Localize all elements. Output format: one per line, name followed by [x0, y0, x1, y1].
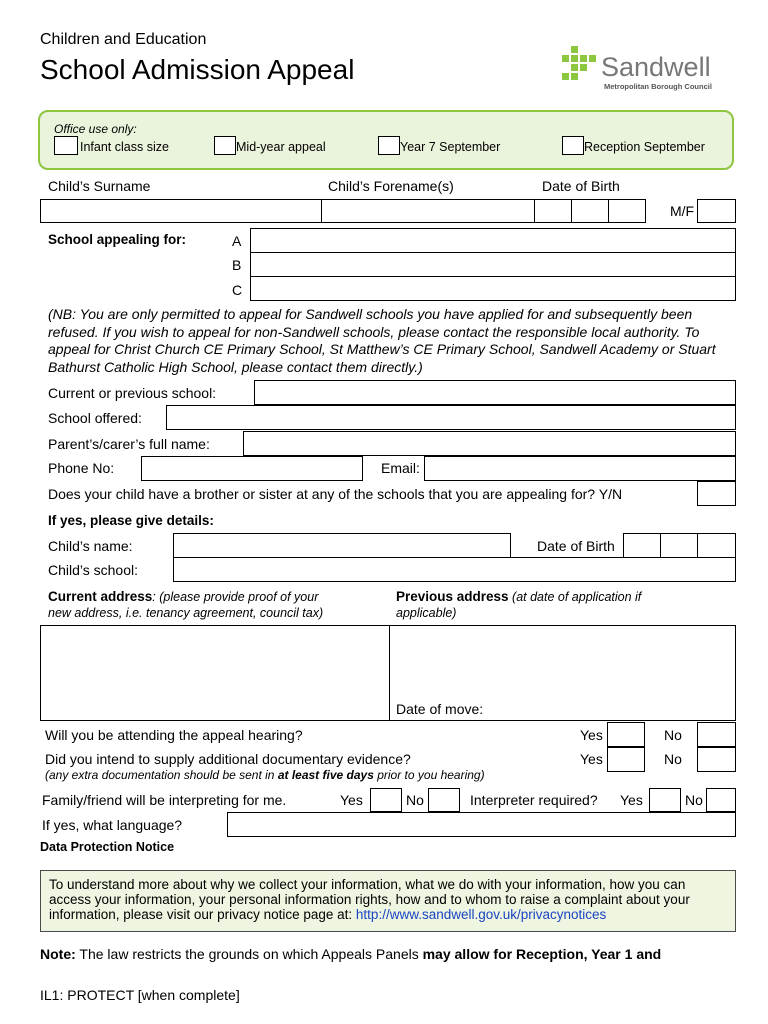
interpreter-yes-label: Yes: [620, 792, 643, 808]
infant-class-checkbox[interactable]: [54, 136, 78, 155]
school-c-input[interactable]: [250, 276, 736, 301]
note-bold-text: may allow for Reception, Year 1 and: [422, 946, 662, 962]
sibling-name-label: Child’s name:: [48, 538, 133, 554]
department-label: Children and Education: [40, 31, 207, 48]
current-address-note: : (please provide proof of your: [152, 590, 319, 604]
attending-no-box[interactable]: [697, 722, 736, 747]
reception-label: Reception September: [584, 140, 705, 154]
evidence-note-b: at least five days: [277, 768, 374, 782]
sibling-dob-label: Date of Birth: [537, 538, 615, 554]
reception-checkbox[interactable]: [562, 136, 584, 155]
data-protection-text: To understand more about why we collect your information, what we do with your information, how you can access your information, your personal information rights, how and to whom to raise a complaint about your information, please visit our privacy notice page at:: [49, 877, 690, 922]
office-use-label: Office use only:: [54, 122, 137, 136]
current-address-label: Current address: [48, 589, 153, 604]
previous-address-label: Previous address: [396, 589, 509, 604]
year7-checkbox[interactable]: [378, 136, 400, 155]
evidence-note-c: prior to you hearing): [373, 768, 485, 782]
sandwell-logo-icon: [562, 46, 598, 86]
note-text: The law restricts the grounds on which Appeals Panels: [75, 946, 423, 962]
phone-input[interactable]: [141, 456, 363, 481]
language-input[interactable]: [227, 812, 736, 837]
sibling-yn-input[interactable]: [697, 481, 736, 506]
mf-input[interactable]: [697, 199, 736, 223]
current-school-input[interactable]: [254, 380, 736, 405]
current-address-input[interactable]: [40, 625, 390, 721]
evidence-yes-box[interactable]: [607, 747, 645, 772]
school-letter-c: C: [232, 282, 243, 298]
data-protection-notice: [40, 870, 736, 932]
dob-day-input[interactable]: [534, 199, 572, 223]
sibling-dob-year[interactable]: [697, 533, 736, 558]
interpreter-yes-box[interactable]: [649, 788, 681, 812]
dob-label: Date of Birth: [542, 178, 620, 194]
data-protection-heading: Data Protection Notice: [40, 840, 175, 854]
language-label: If yes, what language?: [42, 817, 183, 833]
if-yes-label: If yes, please give details:: [48, 513, 214, 528]
email-label: Email:: [381, 460, 420, 476]
evidence-note-a: (any extra documentation should be sent in: [45, 768, 278, 782]
sibling-school-input[interactable]: [173, 557, 736, 582]
school-offered-input[interactable]: [166, 405, 736, 430]
interpreter-no-label: No: [685, 792, 703, 808]
dob-year-input[interactable]: [608, 199, 646, 223]
mid-year-label: Mid-year appeal: [236, 140, 326, 154]
family-no-label: No: [406, 792, 424, 808]
sibling-question: Does your child have a brother or sister at any of the schools that you are appealing for? Y/N: [48, 486, 623, 502]
dob-month-input[interactable]: [571, 199, 609, 223]
school-letter-b: B: [232, 257, 242, 273]
evidence-no-box[interactable]: [697, 747, 736, 772]
phone-label: Phone No:: [48, 460, 115, 476]
surname-input[interactable]: [40, 199, 322, 223]
school-b-input[interactable]: [250, 252, 736, 277]
sibling-name-input[interactable]: [173, 533, 511, 558]
attending-question: Will you be attending the appeal hearing?: [45, 727, 303, 743]
family-interpreting-label: Family/friend will be interpreting for me.: [42, 792, 287, 808]
protect-footer: IL1: PROTECT [when complete]: [40, 987, 240, 1003]
previous-address-note: (at date of application if: [508, 590, 642, 604]
logo-name: Sandwell: [601, 52, 711, 82]
family-yes-box[interactable]: [370, 788, 402, 812]
evidence-no-label: No: [664, 751, 682, 767]
mid-year-checkbox[interactable]: [214, 136, 236, 155]
infant-class-label: Infant class size: [80, 140, 169, 154]
year7-label: Year 7 September: [400, 140, 501, 154]
surname-label: Child’s Surname: [48, 178, 151, 194]
school-letter-a: A: [232, 233, 242, 249]
attending-no-label: No: [664, 727, 682, 743]
sibling-school-label: Child’s school:: [48, 562, 139, 578]
note-label: Note:: [40, 946, 76, 962]
email-input[interactable]: [424, 456, 736, 481]
privacy-notice-link[interactable]: http://www.sandwell.gov.uk/privacynotices: [355, 907, 607, 922]
interpreter-no-box[interactable]: [706, 788, 736, 812]
parent-name-label: Parent’s/carer’s full name:: [48, 436, 210, 452]
office-use-panel: [38, 110, 734, 170]
forename-input[interactable]: [321, 199, 535, 223]
sibling-dob-day[interactable]: [623, 533, 661, 558]
sibling-dob-month[interactable]: [660, 533, 698, 558]
page-title: School Admission Appeal: [40, 54, 355, 85]
school-offered-label: School offered:: [48, 410, 142, 426]
mf-label: M/F: [670, 203, 695, 219]
family-yes-label: Yes: [340, 792, 363, 808]
school-appeal-label: School appealing for:: [48, 232, 187, 247]
nb-note: (NB: You are only permitted to appeal for Sandwell schools you have applied for and subsequently been refused. If you wish to appeal for non-Sandwell schools, please contact the responsible local authority. To appeal for Christ Church CE Primary School, St Matthew’s CE Primary School, Sandwell Academy or Stuart Bathurst Catholic High School, please contact them directly.): [48, 306, 716, 375]
forename-label: Child’s Forename(s): [328, 178, 454, 194]
date-of-move-label: Date of move:: [396, 701, 484, 717]
parent-name-input[interactable]: [243, 431, 736, 456]
interpreter-required-label: Interpreter required?: [470, 792, 598, 808]
attending-yes-label: Yes: [580, 727, 603, 743]
logo-subtitle: Metropolitan Borough Council: [604, 82, 712, 91]
family-no-box[interactable]: [428, 788, 460, 812]
evidence-question: Did you intend to supply additional documentary evidence?: [45, 751, 411, 767]
evidence-yes-label: Yes: [580, 751, 603, 767]
current-school-label: Current or previous school:: [48, 385, 217, 401]
attending-yes-box[interactable]: [607, 722, 645, 747]
current-address-note2: new address, i.e. tenancy agreement, council tax): [48, 606, 324, 620]
previous-address-note2: applicable): [396, 606, 457, 620]
school-a-input[interactable]: [250, 228, 736, 253]
